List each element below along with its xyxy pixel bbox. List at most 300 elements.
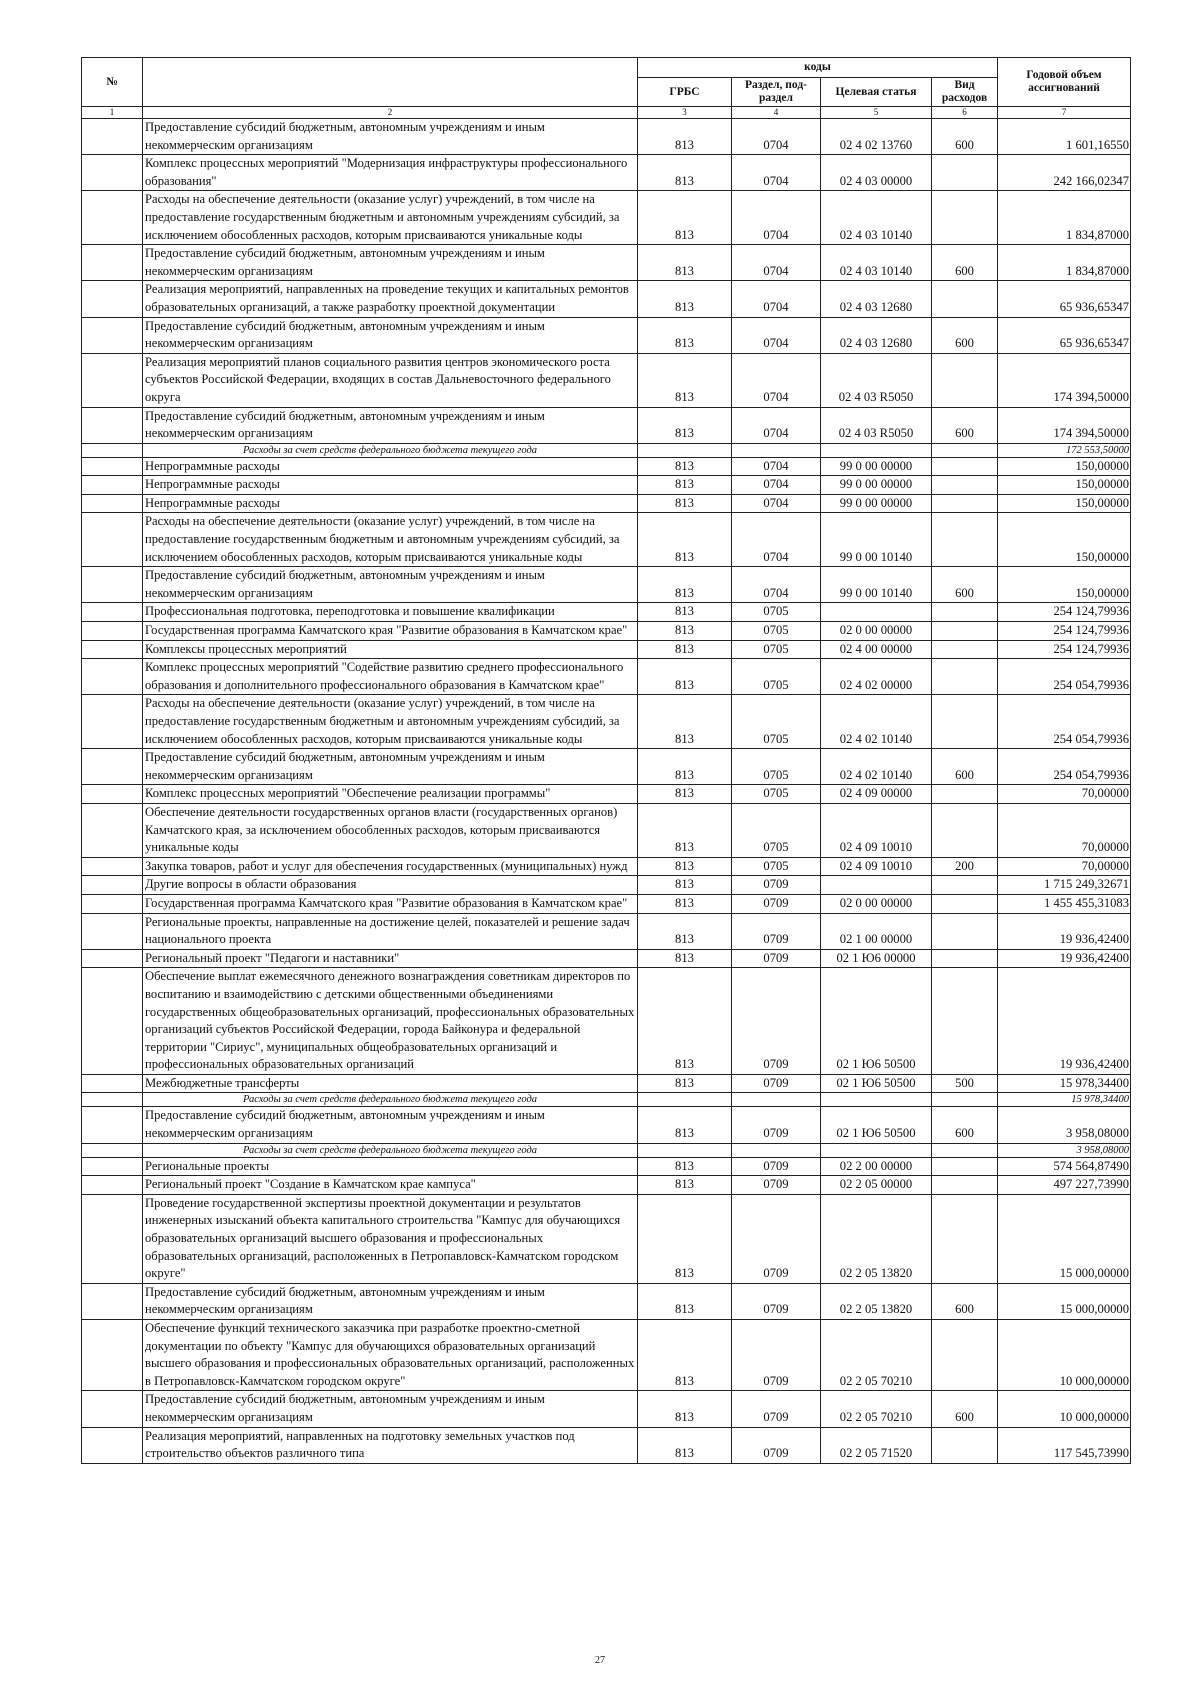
header-target: Целевая статья: [821, 78, 932, 107]
header-type: Вид расходов: [932, 78, 998, 107]
row-number-cell: [82, 1093, 143, 1107]
row-grbs-cell: 813: [638, 1157, 732, 1176]
table-row: [82, 1157, 1131, 1176]
row-number-cell: [82, 659, 143, 695]
row-amount-cell: 242 166,02347: [998, 155, 1131, 191]
row-number-cell: [82, 876, 143, 895]
row-grbs-cell: 813: [638, 1074, 732, 1093]
row-amount-cell: 174 394,50000: [998, 353, 1131, 407]
row-number-cell: [82, 281, 143, 317]
row-grbs-cell: 813: [638, 407, 732, 443]
row-grbs-cell: [638, 1143, 732, 1157]
row-number-cell: [82, 443, 143, 457]
row-number-cell: [82, 457, 143, 476]
row-number-cell: [82, 603, 143, 622]
row-type-cell: [932, 603, 998, 622]
row-name-cell: Комплекс процессных мероприятий "Содействие развитию среднего профессионального образования и дополнительного профессионального образования в Камчатском крае": [143, 659, 638, 695]
row-type-cell: [932, 457, 998, 476]
row-type-cell: [932, 281, 998, 317]
table-row: [82, 245, 1131, 281]
federal-budget-note-row: [82, 443, 1131, 457]
row-type-cell: [932, 1427, 998, 1463]
column-number: 7: [998, 107, 1131, 119]
row-amount-cell: 15 978,34400: [998, 1074, 1131, 1093]
row-number-cell: [82, 119, 143, 155]
row-amount-cell: 150,00000: [998, 494, 1131, 513]
row-grbs-cell: 813: [638, 894, 732, 913]
row-grbs-cell: 813: [638, 640, 732, 659]
row-target-cell: 02 4 03 R5050: [821, 407, 932, 443]
row-section-cell: 0704: [732, 155, 821, 191]
row-number-cell: [82, 749, 143, 785]
table-row: [82, 1194, 1131, 1283]
row-name-cell: Комплекс процессных мероприятий "Обеспечение реализации программы": [143, 785, 638, 804]
row-grbs-cell: 813: [638, 622, 732, 641]
row-amount-cell: 117 545,73990: [998, 1427, 1131, 1463]
row-section-cell: 0704: [732, 476, 821, 495]
row-name-cell: Предоставление субсидий бюджетным, автономным учреждениям и иным некоммерческим организациям: [143, 407, 638, 443]
column-number: 6: [932, 107, 998, 119]
row-number-cell: [82, 1427, 143, 1463]
page-number: 27: [595, 1655, 605, 1666]
row-target-cell: 02 4 09 00000: [821, 785, 932, 804]
row-grbs-cell: 813: [638, 1194, 732, 1283]
row-amount-cell: 1 455 455,31083: [998, 894, 1131, 913]
row-section-cell: [732, 1093, 821, 1107]
row-name-cell: Закупка товаров, работ и услуг для обеспечения государственных (муниципальных) нужд: [143, 857, 638, 876]
row-name-cell: Профессиональная подготовка, переподготовка и повышение квалификации: [143, 603, 638, 622]
row-number-cell: [82, 1157, 143, 1176]
row-number-cell: [82, 155, 143, 191]
row-grbs-cell: 813: [638, 353, 732, 407]
row-section-cell: 0704: [732, 281, 821, 317]
row-number-cell: [82, 785, 143, 804]
row-section-cell: 0705: [732, 803, 821, 857]
row-number-cell: [82, 803, 143, 857]
column-number: 4: [732, 107, 821, 119]
row-grbs-cell: 813: [638, 876, 732, 895]
row-amount-cell: 254 124,79936: [998, 603, 1131, 622]
table-row: [82, 749, 1131, 785]
row-type-cell: 500: [932, 1074, 998, 1093]
row-grbs-cell: 813: [638, 968, 732, 1075]
row-number-cell: [82, 353, 143, 407]
table-body: [82, 107, 1131, 1464]
row-name-cell: Реализация мероприятий, направленных на подготовку земельных участков под строительство объектов различного типа: [143, 1427, 638, 1463]
table-row: [82, 1283, 1131, 1319]
row-section-cell: 0705: [732, 857, 821, 876]
row-number-cell: [82, 1320, 143, 1391]
column-number-row: [82, 107, 1131, 119]
row-section-cell: 0704: [732, 353, 821, 407]
row-name-cell: Обеспечение выплат ежемесячного денежного вознаграждения советникам директоров по воспитанию и взаимодействию с детскими общественными объединениями государственных общеобразовательных организаций, профессиональных образовательных организаций субъектов Российской Федерации, города Байконура и федеральной территории "Сириус", муниципальных общеобразовательных организаций и профессиональных образовательных организаций: [143, 968, 638, 1075]
row-name-cell: Предоставление субсидий бюджетным, автономным учреждениям и иным некоммерческим организациям: [143, 119, 638, 155]
table-row: [82, 968, 1131, 1075]
row-target-cell: 02 4 03 R5050: [821, 353, 932, 407]
row-type-cell: [932, 155, 998, 191]
row-target-cell: [821, 603, 932, 622]
row-type-cell: [932, 785, 998, 804]
row-target-cell: 02 1 Ю6 50500: [821, 968, 932, 1075]
row-section-cell: 0709: [732, 1194, 821, 1283]
row-amount-cell: 65 936,65347: [998, 281, 1131, 317]
row-target-cell: 02 1 Ю6 50500: [821, 1074, 932, 1093]
federal-budget-note-row: [82, 1093, 1131, 1107]
table-row: [82, 1391, 1131, 1427]
row-number-cell: [82, 968, 143, 1075]
table-row: [82, 659, 1131, 695]
row-amount-cell: 10 000,00000: [998, 1391, 1131, 1427]
row-name-cell: Предоставление субсидий бюджетным, автономным учреждениям и иным некоммерческим организациям: [143, 317, 638, 353]
row-name-cell: Предоставление субсидий бюджетным, автономным учреждениям и иным некоммерческим организациям: [143, 1391, 638, 1427]
row-name-cell: Предоставление субсидий бюджетным, автономным учреждениям и иным некоммерческим организациям: [143, 749, 638, 785]
row-section-cell: 0704: [732, 317, 821, 353]
row-amount-cell: 254 054,79936: [998, 659, 1131, 695]
row-grbs-cell: 813: [638, 1320, 732, 1391]
row-number-cell: [82, 1107, 143, 1143]
row-type-cell: 200: [932, 857, 998, 876]
federal-budget-note-row: [82, 1143, 1131, 1157]
table-row: [82, 407, 1131, 443]
header-amount: Годовой объем ассигнований: [998, 58, 1131, 107]
row-section-cell: 0704: [732, 119, 821, 155]
row-amount-cell: 1 834,87000: [998, 245, 1131, 281]
row-section-cell: 0704: [732, 494, 821, 513]
row-type-cell: 600: [932, 749, 998, 785]
row-name-cell: Реализация мероприятий, направленных на проведение текущих и капитальных ремонтов образовательных организаций, а также разработку проектной документации: [143, 281, 638, 317]
row-type-cell: [932, 803, 998, 857]
row-amount-cell: 497 227,73990: [998, 1176, 1131, 1195]
row-grbs-cell: 813: [638, 803, 732, 857]
table-row: [82, 695, 1131, 749]
row-amount-cell: 1 715 249,32671: [998, 876, 1131, 895]
row-name-cell: Непрограммные расходы: [143, 457, 638, 476]
row-target-cell: 02 4 02 10140: [821, 695, 932, 749]
row-amount-cell: 1 601,16550: [998, 119, 1131, 155]
row-section-cell: 0704: [732, 567, 821, 603]
row-amount-cell: 65 936,65347: [998, 317, 1131, 353]
table-row: [82, 494, 1131, 513]
row-type-cell: [932, 913, 998, 949]
row-amount-cell: 150,00000: [998, 476, 1131, 495]
row-amount-cell: 254 054,79936: [998, 749, 1131, 785]
row-type-cell: [932, 476, 998, 495]
table-row: [82, 513, 1131, 567]
row-target-cell: [821, 876, 932, 895]
row-target-cell: 02 4 02 10140: [821, 749, 932, 785]
row-target-cell: 02 4 03 10140: [821, 245, 932, 281]
table-row: [82, 317, 1131, 353]
row-section-cell: [732, 1143, 821, 1157]
row-amount-cell: 254 054,79936: [998, 695, 1131, 749]
table-row: [82, 155, 1131, 191]
table-row: [82, 803, 1131, 857]
row-section-cell: 0709: [732, 1427, 821, 1463]
row-amount-cell: 15 000,00000: [998, 1283, 1131, 1319]
row-type-cell: [932, 513, 998, 567]
row-amount-cell: 172 553,50000: [998, 443, 1131, 457]
row-type-cell: 600: [932, 1391, 998, 1427]
row-amount-cell: 15 978,34400: [998, 1093, 1131, 1107]
row-target-cell: 02 2 00 00000: [821, 1157, 932, 1176]
row-section-cell: 0705: [732, 785, 821, 804]
row-type-cell: [932, 968, 998, 1075]
budget-sheet: [81, 57, 1130, 1464]
row-section-cell: 0709: [732, 949, 821, 968]
header-name: [143, 58, 638, 107]
row-number-cell: [82, 1143, 143, 1157]
budget-table: [81, 57, 1131, 1464]
table-row: [82, 1074, 1131, 1093]
row-target-cell: 02 1 00 00000: [821, 913, 932, 949]
table-row: [82, 603, 1131, 622]
row-grbs-cell: 813: [638, 1107, 732, 1143]
row-target-cell: 99 0 00 10140: [821, 513, 932, 567]
row-target-cell: 02 2 05 13820: [821, 1283, 932, 1319]
row-name-cell: Комплексы процессных мероприятий: [143, 640, 638, 659]
row-amount-cell: 19 936,42400: [998, 913, 1131, 949]
row-grbs-cell: 813: [638, 155, 732, 191]
row-grbs-cell: 813: [638, 949, 732, 968]
row-name-cell: Региональный проект "Педагоги и наставники": [143, 949, 638, 968]
row-target-cell: 02 4 02 00000: [821, 659, 932, 695]
row-name-cell: Комплекс процессных мероприятий "Модернизация инфраструктуры профессионального образования": [143, 155, 638, 191]
row-type-cell: [932, 1093, 998, 1107]
row-type-cell: [932, 1157, 998, 1176]
table-row: [82, 457, 1131, 476]
row-amount-cell: 150,00000: [998, 567, 1131, 603]
row-amount-cell: 174 394,50000: [998, 407, 1131, 443]
table-row: [82, 1427, 1131, 1463]
row-number-cell: [82, 913, 143, 949]
table-header: [82, 58, 1131, 107]
row-amount-cell: 150,00000: [998, 513, 1131, 567]
row-amount-cell: 3 958,08000: [998, 1143, 1131, 1157]
row-grbs-cell: 813: [638, 281, 732, 317]
row-section-cell: 0704: [732, 457, 821, 476]
row-grbs-cell: 813: [638, 857, 732, 876]
row-section-cell: 0705: [732, 749, 821, 785]
row-grbs-cell: 813: [638, 1391, 732, 1427]
row-type-cell: 600: [932, 567, 998, 603]
row-section-cell: [732, 443, 821, 457]
row-name-cell: Расходы на обеспечение деятельности (оказание услуг) учреждений, в том числе на предоставление государственным бюджетным и автономным учреждениям субсидий, за исключением обособленных расходов, которым присваиваются уникальные коды: [143, 191, 638, 245]
row-type-cell: [932, 443, 998, 457]
row-grbs-cell: 813: [638, 317, 732, 353]
row-target-cell: 02 2 05 13820: [821, 1194, 932, 1283]
row-section-cell: 0709: [732, 1157, 821, 1176]
row-number-cell: [82, 1283, 143, 1319]
row-type-cell: [932, 1143, 998, 1157]
row-section-cell: 0705: [732, 622, 821, 641]
row-grbs-cell: 813: [638, 476, 732, 495]
column-number: 5: [821, 107, 932, 119]
table-row: [82, 191, 1131, 245]
row-name-cell: Межбюджетные трансферты: [143, 1074, 638, 1093]
table-row: [82, 949, 1131, 968]
row-number-cell: [82, 949, 143, 968]
row-type-cell: [932, 1194, 998, 1283]
row-target-cell: [821, 443, 932, 457]
row-amount-cell: 254 124,79936: [998, 622, 1131, 641]
row-type-cell: [932, 1176, 998, 1195]
row-target-cell: 99 0 00 00000: [821, 494, 932, 513]
row-type-cell: [932, 949, 998, 968]
row-number-cell: [82, 1176, 143, 1195]
row-grbs-cell: 813: [638, 513, 732, 567]
row-type-cell: 600: [932, 119, 998, 155]
row-target-cell: 02 1 Ю6 50500: [821, 1107, 932, 1143]
row-type-cell: [932, 622, 998, 641]
row-amount-cell: 70,00000: [998, 785, 1131, 804]
row-section-cell: 0704: [732, 407, 821, 443]
row-section-cell: 0705: [732, 640, 821, 659]
row-type-cell: [932, 191, 998, 245]
row-grbs-cell: 813: [638, 567, 732, 603]
row-target-cell: 02 0 00 00000: [821, 894, 932, 913]
row-type-cell: 600: [932, 1107, 998, 1143]
row-grbs-cell: 813: [638, 119, 732, 155]
row-amount-cell: 3 958,08000: [998, 1107, 1131, 1143]
row-amount-cell: 254 124,79936: [998, 640, 1131, 659]
row-name-cell: Расходы за счет средств федерального бюджета текущего года: [143, 443, 638, 457]
row-section-cell: 0709: [732, 1391, 821, 1427]
table-row: [82, 857, 1131, 876]
row-target-cell: 02 2 05 00000: [821, 1176, 932, 1195]
row-grbs-cell: [638, 443, 732, 457]
row-number-cell: [82, 494, 143, 513]
row-number-cell: [82, 407, 143, 443]
row-number-cell: [82, 245, 143, 281]
row-name-cell: Предоставление субсидий бюджетным, автономным учреждениям и иным некоммерческим организациям: [143, 1107, 638, 1143]
table-row: [82, 353, 1131, 407]
row-name-cell: Предоставление субсидий бюджетным, автономным учреждениям и иным некоммерческим организациям: [143, 1283, 638, 1319]
row-target-cell: 02 4 00 00000: [821, 640, 932, 659]
row-amount-cell: 10 000,00000: [998, 1320, 1131, 1391]
row-type-cell: [932, 640, 998, 659]
table-row: [82, 1176, 1131, 1195]
row-target-cell: 02 4 02 13760: [821, 119, 932, 155]
row-name-cell: Проведение государственной экспертизы проектной документации и результатов инженерных изысканий объекта капитального строительства "Кампус для обучающихся образовательных организаций высшего образования и профессиональных образовательных организаций, расположенных в Петропавловск-Камчатском городском округе": [143, 1194, 638, 1283]
row-grbs-cell: 813: [638, 659, 732, 695]
row-amount-cell: 19 936,42400: [998, 949, 1131, 968]
table-row: [82, 785, 1131, 804]
row-number-cell: [82, 1391, 143, 1427]
row-type-cell: [932, 695, 998, 749]
row-amount-cell: 150,00000: [998, 457, 1131, 476]
row-target-cell: 02 4 03 12680: [821, 317, 932, 353]
table-row: [82, 476, 1131, 495]
row-section-cell: 0709: [732, 876, 821, 895]
row-target-cell: [821, 1143, 932, 1157]
row-section-cell: 0709: [732, 968, 821, 1075]
row-name-cell: Реализация мероприятий планов социального развития центров экономического роста субъектов Российской Федерации, входящих в состав Дальневосточного федерального округа: [143, 353, 638, 407]
row-number-cell: [82, 894, 143, 913]
row-amount-cell: 19 936,42400: [998, 968, 1131, 1075]
row-name-cell: Обеспечение деятельности государственных органов власти (государственных органов) Камчатского края, за исключением обособленных расходов, которым присваиваются уникальные коды: [143, 803, 638, 857]
row-grbs-cell: 813: [638, 603, 732, 622]
row-section-cell: 0709: [732, 894, 821, 913]
row-name-cell: Расходы за счет средств федерального бюджета текущего года: [143, 1143, 638, 1157]
row-name-cell: Предоставление субсидий бюджетным, автономным учреждениям и иным некоммерческим организациям: [143, 567, 638, 603]
row-number-cell: [82, 695, 143, 749]
row-number-cell: [82, 317, 143, 353]
row-section-cell: 0704: [732, 513, 821, 567]
row-number-cell: [82, 1194, 143, 1283]
table-row: [82, 622, 1131, 641]
row-grbs-cell: 813: [638, 695, 732, 749]
row-section-cell: 0709: [732, 1283, 821, 1319]
row-type-cell: [932, 894, 998, 913]
row-grbs-cell: 813: [638, 191, 732, 245]
row-number-cell: [82, 1074, 143, 1093]
row-name-cell: Обеспечение функций технического заказчика при разработке проектно-сметной документации по объекту "Кампус для обучающихся образовательных организаций высшего образования и профессиональных образовательных организаций, расположенных в Петропавловск-Камчатском городском округе": [143, 1320, 638, 1391]
row-name-cell: Предоставление субсидий бюджетным, автономным учреждениям и иным некоммерческим организациям: [143, 245, 638, 281]
row-name-cell: Другие вопросы в области образования: [143, 876, 638, 895]
row-target-cell: [821, 1093, 932, 1107]
table-row: [82, 913, 1131, 949]
row-type-cell: 600: [932, 245, 998, 281]
row-amount-cell: 1 834,87000: [998, 191, 1131, 245]
table-row: [82, 640, 1131, 659]
row-section-cell: 0705: [732, 603, 821, 622]
column-number: 1: [82, 107, 143, 119]
table-row: [82, 876, 1131, 895]
header-codes: коды: [638, 58, 998, 78]
row-number-cell: [82, 640, 143, 659]
table-row: [82, 567, 1131, 603]
column-number: 2: [143, 107, 638, 119]
row-section-cell: 0709: [732, 913, 821, 949]
row-grbs-cell: 813: [638, 1427, 732, 1463]
row-amount-cell: 574 564,87490: [998, 1157, 1131, 1176]
row-name-cell: Непрограммные расходы: [143, 494, 638, 513]
row-target-cell: 99 0 00 00000: [821, 476, 932, 495]
column-number: 3: [638, 107, 732, 119]
table-row: [82, 1320, 1131, 1391]
row-grbs-cell: 813: [638, 457, 732, 476]
row-target-cell: 02 4 03 00000: [821, 155, 932, 191]
row-target-cell: 99 0 00 10140: [821, 567, 932, 603]
row-amount-cell: 70,00000: [998, 803, 1131, 857]
row-target-cell: 02 2 05 70210: [821, 1391, 932, 1427]
row-number-cell: [82, 622, 143, 641]
row-name-cell: Расходы за счет средств федерального бюджета текущего года: [143, 1093, 638, 1107]
header-num: №: [82, 58, 143, 107]
row-name-cell: Государственная программа Камчатского края "Развитие образования в Камчатском крае": [143, 894, 638, 913]
row-type-cell: [932, 659, 998, 695]
row-type-cell: 600: [932, 1283, 998, 1319]
header-grbs: ГРБС: [638, 78, 732, 107]
row-target-cell: 02 4 09 10010: [821, 857, 932, 876]
row-grbs-cell: 813: [638, 749, 732, 785]
row-target-cell: 02 4 03 12680: [821, 281, 932, 317]
row-grbs-cell: 813: [638, 1283, 732, 1319]
row-name-cell: Расходы на обеспечение деятельности (оказание услуг) учреждений, в том числе на предоставление государственным бюджетным и автономным учреждениям субсидий, за исключением обособленных расходов, которым присваиваются уникальные коды: [143, 513, 638, 567]
row-type-cell: [932, 494, 998, 513]
row-section-cell: 0709: [732, 1320, 821, 1391]
row-target-cell: 02 2 05 70210: [821, 1320, 932, 1391]
row-name-cell: Непрограммные расходы: [143, 476, 638, 495]
row-amount-cell: 70,00000: [998, 857, 1131, 876]
row-type-cell: 600: [932, 317, 998, 353]
row-type-cell: 600: [932, 407, 998, 443]
row-name-cell: Региональный проект "Создание в Камчатском крае кампуса": [143, 1176, 638, 1195]
row-number-cell: [82, 476, 143, 495]
row-type-cell: [932, 1320, 998, 1391]
row-name-cell: Региональные проекты: [143, 1157, 638, 1176]
table-row: [82, 119, 1131, 155]
